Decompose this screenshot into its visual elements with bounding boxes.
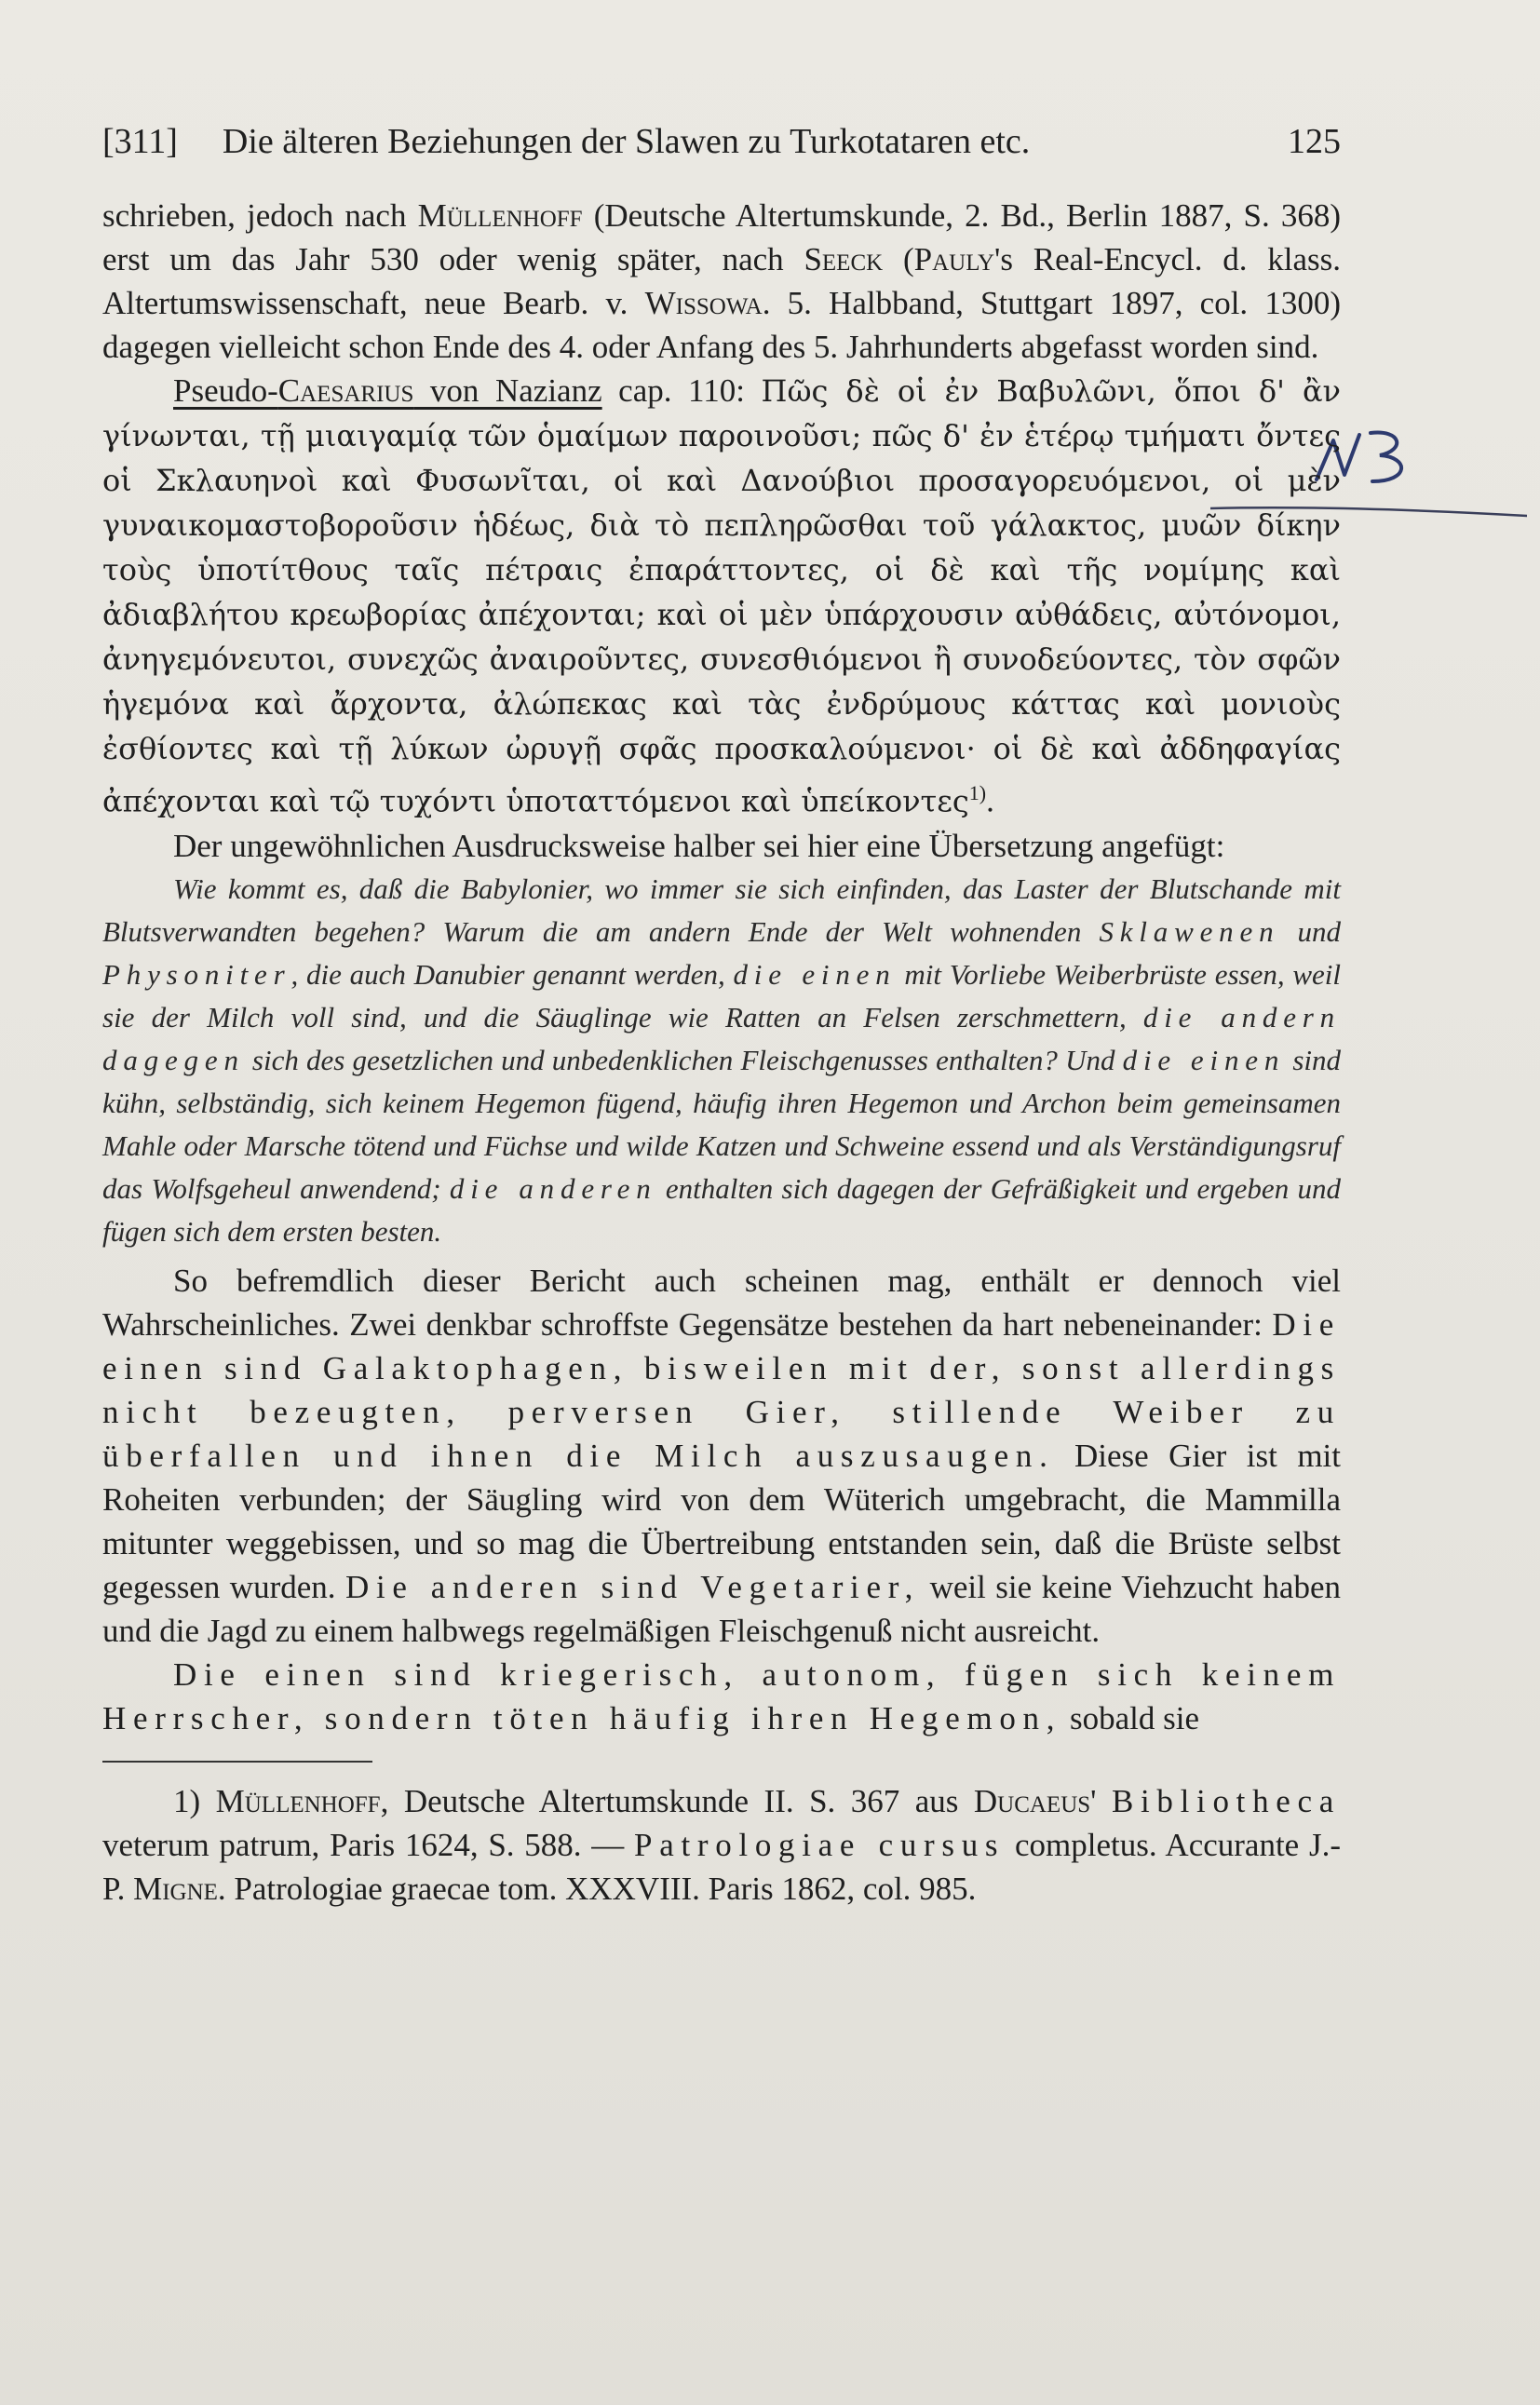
footnote-separator: [102, 1761, 372, 1763]
paragraph-continuation: Die einen sind kriegerisch, autonom, fügen sich keinem Herrscher, sondern töten häufig ihren Hegemon, sobald sie: [102, 1655, 1341, 1736]
page-number: 125: [1288, 122, 1341, 161]
bracket-page-number: [311]: [102, 122, 178, 161]
author-name: Pauly: [913, 241, 995, 277]
greek-text: Πῶς δὲ οἱ ἐν Βαβυλῶνι, ὅποι δ' ἂν γίνωνται, τῇ μιαιγαμίᾳ τῶν ὁμαίμων παροινοῦσι; πῶς δ' ἐν ἑτέρῳ τμήματι ὄντες οἱ Σκλαυηνοὶ καὶ Φυσωνῖται, οἱ καὶ Δανούβιοι προσαγορευόμενοι, οἱ μὲν γυναικομαστοβοροῦσιν ἡδέως, διὰ τὸ πεπληρῶσθαι τοῦ γάλακτος, μυῶν δίκην τοὺς ὑποτίτθους ταῖς πέτραις ἐπαράττοντες, οἱ δὲ καὶ τῆς νομίμης καὶ ἀδιαβλήτου κρεωβορίας ἀπέχονται; καὶ οἱ μὲν ὑπάρχουσιν αὐθάδεις, αὐτόνομοι, ἀνηγεμόνευτοι, συνεχῶς ἀναιροῦντες, συνεσθιόμενοι ἢ συνοδεύοντες, τὸν σφῶν ἡγεμόνα καὶ ἄρχοντα, ἀλώπεκας καὶ τὰς ἐνδρύμους κάττας καὶ μονιοὺς ἐσθίοντες καὶ τῇ λύκων ὠρυγῇ σφᾶς προσκαλούμενοι· οἱ δὲ καὶ ἀδδηφαγίας ἀπέχονται καὶ τῷ τυχόντι ὑποταττόμενοι καὶ ὑπείκοντες: [102, 373, 1342, 819]
footnote-1: 1) Müllenhoff, Deutsche Altertumskunde II. S. 367 aus Ducaeus' Bibliotheca veterum patrum, Paris 1624, S. 588. — Patrologiae cursus completus. Accurante J.-P. Migne. Patrologiae graecae tom. XXXVIII. Paris 1862, col. 985.: [102, 1782, 1341, 1907]
text-column: [102, 121, 1341, 1911]
author-name: Wissowa: [644, 285, 763, 321]
translation-block: Wie kommt es, daß die Babylonier, wo immer sie sich einfinden, das Laster der Blutschande mit Blutsverwandten begehen? Warum die am andern Ende der Welt wohnenden Sklawenen und Physoniter, die auch Danubier genannt werden, die einen mit Vorliebe Weiberbrüste essen, weil sie der Milch voll sind, und die Säuglinge wie Ratten an Felsen zerschmettern, die andern dagegen sich des gesetzlichen und unbedenklichen Fleischgenusses enthalten? Und die einen sind kühn, selbständig, sich keinem Hegemon fügend, häufig ihren Hegemon und Archon beim gemeinsamen Mahle oder Marsche tötend und Füchse und wilde Katzen und Schweine essend und als Verständigungsruf das Wolfsgeheul anwendend; die anderen enthalten sich dagegen der Gefräßigkeit und ergeben und fügen sich dem ersten besten.: [102, 871, 1342, 1248]
paragraph-1: schrieben, jedoch nach Müllenhoff (Deutsche Altertumskunde, 2. Bd., Berlin 1887, S. 368) erst um das Jahr 530 oder wenig später, nach Seeck (Pauly's Real-Encycl. d. klass. Altertumswissenschaft, neue Bearb. v. Wissowa. 5. Halbband, Stuttgart 1897, col. 1300) dagegen vielleicht schon Ende des 4. oder Anfang des 5. Jahrhunderts abgefasst worden sind.: [102, 197, 1342, 365]
author-name: Müllenhoff: [417, 197, 583, 234]
running-title: Die älteren Beziehungen der Slawen zu Turkotataren etc.: [222, 122, 1031, 161]
footnote-reference: 1): [968, 781, 987, 804]
paragraph-greek-quote: Pseudo-Caesarius von Nazianz cap. 110: Πῶς δὲ οἱ ἐν Βαβυλῶνι, ὅποι δ' ἂν γίνωνται, τῇ μιαιγαμίᾳ τῶν ὁμαίμων παροινοῦσι; πῶς δ' ἐν ἑτέρῳ τμήματι ὄντες οἱ Σκλαυηνοὶ καὶ Φυσωνῖται, οἱ καὶ Δανούβιοι προσαγορευόμενοι, οἱ μὲν γυναικομαστοβοροῦσιν ἡδέως, διὰ τὸ πεπληρῶσθαι τοῦ γάλακτος, μυῶν δίκην τοὺς ὑποτίτθους ταῖς πέτραις ἐπαράττοντες, οἱ δὲ καὶ τῆς νομίμης καὶ ἀδιαβλήτου κρεωβορίας ἀπέχονται; καὶ οἱ μὲν ὑπάρχουσιν αὐθάδεις, αὐτόνομοι, ἀνηγεμόνευτοι, συνεχῶς ἀναιροῦντες, συνεσθιόμενοι ἢ συνοδεύοντες, τὸν σφῶν ἡγεμόνα καὶ ἄρχοντα, ἀλώπεκας καὶ τὰς ἐνδρύμους κάττας καὶ μονιοὺς ἐσθίοντες καὶ τῇ λύκων ὠρυγῇ σφᾶς προσκαλούμενοι· οἱ δὲ καὶ ἀδδηφαγίας ἀπέχονται καὶ τῷ τυχόντι ὑποταττόμενοι καὶ ὑπείκοντες$^{1)}$.: [102, 372, 1342, 819]
paragraph-commentary: So befremdlich dieser Bericht auch scheinen mag, enthält er dennoch viel Wahrscheinliches. Zwei denkbar schroffste Gegensätze bestehen da hart nebeneinander: Die einen sind Galaktophagen, bisweilen mit der, sonst allerdings nicht bezeugten, perversen Gier, stillende Weiber zu überfallen und ihnen die Milch auszusaugen. Diese Gier ist mit Roheiten verbunden; der Säugling wird von dem Wüterich umgebracht, die Mammilla mitunter weggebissen, und so mag die Übertreibung entstanden sein, daß die Brüste selbst gegessen wurden. Die anderen sind Vegetarier, weil sie keine Viehzucht haben und die Jagd zu einem halbwegs regelmäßigen Fleischgenuß nicht ausreicht.: [102, 1262, 1341, 1649]
page-header: [102, 121, 1341, 177]
underlined-source: Pseudo-Caesarius von Nazianz: [173, 372, 602, 409]
author-name: Seeck: [804, 241, 884, 277]
paragraph-translation-intro: Der ungewöhnlichen Ausdrucksweise halber sei hier eine Übersetzung angefügt:: [173, 827, 1225, 864]
